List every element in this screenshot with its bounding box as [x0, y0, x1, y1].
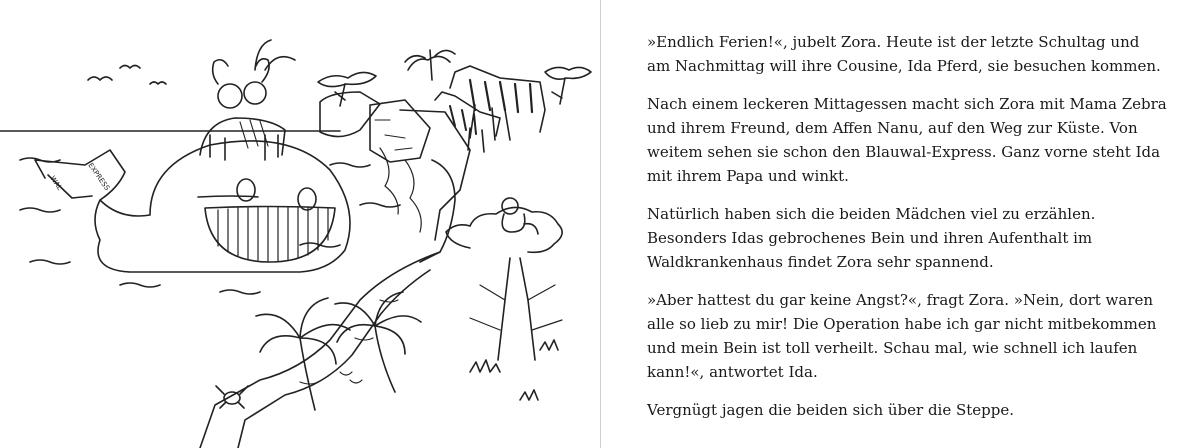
story-paragraph: Nach einem leckeren Mittagessen macht sich Zora mit Mama Zebra und ihrem Freund, dem Affen Nanu, auf den Weg zur Küste. Von weitem sehen sie schon den Blauwal-Express. Ganz vorne steht Ida mit ihrem Papa und winkt.	[647, 95, 1167, 185]
whale-tail-label-1: WAL	[48, 174, 64, 192]
whale	[35, 141, 350, 272]
story-paragraph: »Aber hattest du gar keine Angst?«, fragt Zora. »Nein, dort waren alle so lieb zu mir! Die Operation habe ich gar nicht mitbekommen und mein Bein ist toll verheilt. Schau mal, wie schnell ich laufen kann!«, antwortet Ida.	[647, 291, 1157, 381]
story-paragraph: Vergnügt jagen die beiden sich über die Steppe.	[647, 401, 1015, 419]
story-paragraph: Natürlich haben sich die beiden Mädchen viel zu erzählen. Besonders Idas gebrochenes Bein und ihren Aufenthalt im Waldkrankenhaus findet Zora sehr spannend.	[647, 205, 1096, 271]
monkey-nanu	[502, 198, 538, 234]
acacia-trees	[318, 67, 591, 360]
zebra-and-horse-riders	[200, 40, 295, 160]
text-page	[601, 0, 1200, 448]
zebra-family	[405, 50, 545, 152]
water-ripples	[20, 158, 400, 294]
birds	[88, 66, 166, 85]
palm-trees	[256, 292, 421, 410]
story-paragraph: »Endlich Ferien!«, jubelt Zora. Heute ist der letzte Schultag und am Nachmittag will ihre Cousine, Ida Pferd, sie besuchen kommen.	[647, 33, 1161, 75]
whale-tail-label-2: EXPRESS	[86, 161, 112, 193]
story-text	[647, 30, 1167, 436]
